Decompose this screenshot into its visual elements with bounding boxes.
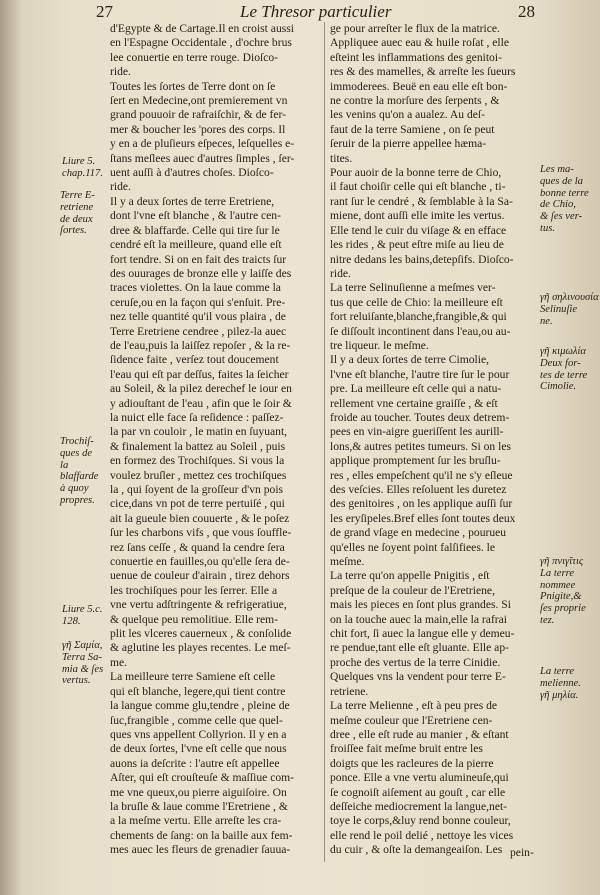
left-column-line: ſuc,frangible , comme celle que quel- [110,713,283,727]
left-column-line: d'Egypte & de Cartage.Il en croist aussi [110,22,294,35]
right-column-line: fort reluiſante,blanche,frangible,& qui [330,310,507,324]
right-column-line: Appliquee auec eau & huile roſat , elle [330,36,509,50]
page-header [0,2,600,24]
right-column-line: ride. [330,266,351,280]
left-column-line: Il y a deux ſortes de terre Eretriene, [110,194,275,208]
right-column-line: tites. [330,151,353,165]
left-column-line: l'eau qui eſt par deſſus, faites la ſeicher [110,367,289,381]
margin-note-line: nommee [540,579,576,591]
left-column-line: en formez des Trochiſques. Si vous la [110,454,285,468]
left-column-line: conuertie en fauilles,ou qu'elle ſera de- [110,555,290,569]
left-column-line: ques vns appellent Collyrion. Il y en a [110,727,287,741]
left-column-line: La meilleure terre Samiene eſt celle [110,670,276,684]
margin-note-line: La terre [540,666,575,677]
left-column-line: vne vertu adſtringente & refrigeratiue, [110,598,287,612]
right-column-line: La terre Melienne , eſt à peu pres de [330,699,498,713]
column-divider [324,22,325,862]
right-column-line: ponce. Elle a vne vertu alumineuſe,qui [330,771,509,785]
left-column-line: cice,dans vn pot de terre pertuiſé , qui [110,497,285,511]
right-column-line: froiſſee fait meſme bruit entre les [330,742,483,756]
margin-note-right-5 [540,666,581,701]
right-column-line: La terre qu'on appelle Pnigitis , eſt [330,569,490,583]
right-column-line: La terre Selinuſienne a meſmes ver- [330,281,496,295]
right-column-line: applique promptement ſur les bruſlu- [330,454,501,468]
right-column-line: l'vne eſt blanche, l'autre tire ſur le pour [330,367,510,381]
margin-note-right-4 [540,556,586,627]
right-column-line: ge pour arreſter le flux de la matrice. [330,22,500,35]
right-column-line: toye le corps,&luy rend bonne couleur, [330,814,511,828]
margin-note-line: Trochiſ- [60,436,94,447]
right-column-line: des genitoires , on les applique auſſi ſur [330,497,513,511]
left-column-line: ſur les charbons vifs , que vous ſouffle- [110,526,292,540]
page-number-left: 27 [96,2,113,21]
margin-note-line: γῆ Σαμία, [62,640,103,651]
left-column-line: y adiouſtant de l'eau , afin que le ſoir & [110,396,292,410]
running-title: Le Thresor particulier [240,2,392,21]
margin-note-line: Selinuſie [540,303,578,315]
right-column-line: dree , elle eſt rude au manier , & eſtant [330,727,509,741]
right-column-line: chit fort, ſi auec la langue elle y demeu- [330,627,515,641]
right-column-line: tus que celle de Chio: la meilleure eſt [330,295,503,309]
margin-note-line: 128. [62,615,81,627]
right-text-column [330,22,538,858]
margin-note-line: γῆ μηλία. [540,689,579,701]
right-column-line: proche des vertus de la terre Cinidie. [330,655,501,669]
left-text-column [110,22,322,858]
margin-note-line: ne. [540,315,553,327]
left-column-line: la langue comme glu,tendre , pleine de [110,699,290,713]
margin-note-left-5 [62,640,103,687]
margin-note-line: la [60,459,69,471]
left-column-line: fort tendre. Si on en fait des traicts ſur [110,252,287,266]
margin-note-line: γῆ σηλινουσία [540,292,599,303]
margin-note-left-2 [60,190,95,237]
right-column-line: res , elles empeſchent qu'il ne s'y eſleue [330,468,513,482]
right-column-line: ne contre la morſure des ſerpents , & [330,94,500,108]
left-column-line: auons ia deſcrite : l'autre eſt appellee [110,756,280,770]
left-column-line: ſtans meſlees auec d'autres ſimples , ſer- [110,151,295,165]
page-gutter-shadow [0,0,22,895]
margin-note-line: γῆ πνιγῖτις [540,556,584,567]
left-column-line: & quelque peu remolitiue. Elle rem- [110,612,279,626]
left-column-line: de l'eau,puis la laiſſez repoſer , & la re- [110,338,291,352]
left-column-line: de deux ſortes, l'vne eſt celle que nous [110,742,287,756]
left-column-line: dont l'vne eſt blanche , & l'autre cen- [110,209,281,223]
right-column-line: les rides , & peut eſtre miſe au lieu de [330,238,504,252]
margin-note-line: tez. [540,614,555,626]
left-column-line: y en a de pluſieurs eſpeces, leſquelles e- [110,137,295,151]
margin-note-line: Liure 5.c. [62,604,103,615]
left-column-line: Terre Eretriene cendree , pilez-la auec [110,324,287,338]
left-column-line: dree & blaffarde. Celle qui tire ſur le [110,223,280,237]
left-column-line: ſert en Medecine,ont premierement vn [110,94,288,108]
page-number-right: 28 [518,2,535,21]
right-column-line: re pendue,tant elle eſt gluante. Elle ap- [330,641,509,655]
right-column-line: miene, dont auſſi elle imite les vertus. [330,209,505,223]
right-column-line: des veſcies. Elles reſoluent les duretez [330,483,507,496]
right-column-line: tre liqueur. le meſme. [330,338,429,352]
left-column-line: uent auſſi à d'autres choſes. Dioſco- [110,166,274,180]
right-column-line: du cuir , & oſte la demangeaiſon. Les [330,843,503,857]
right-column-line: Quelques vns la vendent pour terre E- [330,670,506,684]
right-column-line: lons,& autres petites tumeurs. Si on les [330,439,511,453]
left-column-line: ride. [110,65,131,79]
left-column-line: Aſter, qui eſt crouſteuſe & maſſiue com- [110,771,295,785]
right-column-line: eſteint les inflammations des genitoi- [330,50,502,64]
margin-note-line: propres. [60,494,95,506]
left-column-line: les trochiſques pour les ſerrer. Elle a [110,583,278,597]
left-column-line: traces violettes. On la laue comme la [110,281,281,295]
right-column-line: ſe diſſoult incontinent dans l'eau,ou au- [330,324,511,338]
left-column-line: ait la gueule bien couuerte , & le poſez [110,511,290,525]
left-column-line: mes auec les fleurs de grenadier ſauua- [110,843,291,857]
right-column-line: il faut choiſir celle qui eſt blanche , ti- [330,180,506,194]
margin-note-line: de deux [60,213,93,225]
margin-note-line: Les ma- [540,164,574,175]
left-column-line: a la meſme vertu. Elle arreſte les cra- [110,814,282,828]
right-column-line: pees en vin-aigre gueriſſent les aurill- [330,425,504,439]
catchword: pein- [510,846,534,859]
left-column-line: nez telle quantité qu'il vous plaira , de [110,310,286,324]
right-column-line: rant ſur le cendré , & ſemblable à la Sa- [330,194,513,208]
left-column-line: en l'Espagne Occidentale , d'ochre brus [110,36,292,50]
left-column-line: voulez bruſler , mettez ces trochiſques [110,468,287,482]
left-column-line: me. [110,655,128,669]
margin-note-right-1 [540,164,589,235]
right-column-line: rellement vne certaine graiſſe , & eſt [330,396,498,410]
margin-note-line: à quoy [60,483,89,495]
margin-note-left-1 [62,156,103,180]
margin-note-line: melienne. [540,677,581,689]
right-column-line: immoderees. Beuë en eau elle eſt bon- [330,79,508,93]
margin-note-left-3 [60,436,98,507]
right-column-line: qu'elles ne ſoyent point falſifiees. le [330,540,495,554]
right-column-line: res & des mamelles, & arreſte les ſueurs [330,65,516,79]
left-column-line: Toutes les ſortes de Terre dont on ſe [110,79,276,93]
right-column-line: nitre dedans les bains,detерſifs. Dioſco- [330,252,514,266]
right-column-line: Pour auoir de la bonne terre de Chio, [330,166,502,180]
right-column-line: les venins qu'on a aualez. Au deſ- [330,108,486,122]
left-column-line: la par vn couloir , le matin en ſuyuant, [110,425,288,439]
left-column-line: me vne queux,ou pierre aiguiſoire. On [110,785,287,799]
margin-note-line: Deux for- [540,357,581,369]
left-column-line: ſidence faite , verſez tout doucement [110,353,279,367]
left-column-line: uenue de couleur d'airain , tirez dehors [110,569,290,583]
right-column-line: Il y a deux ſortes de terre Cimolie, [330,353,490,367]
margin-note-line: tes de terre [540,369,588,381]
right-column-line: de grand vſage en medecine , pourueu [330,526,507,540]
left-column-line: & finalement la battez au Soleil , puis [110,439,286,453]
right-column-line: froide au toucher. Toutes deux detrem- [330,410,510,424]
margin-note-line: ſes proprie [540,603,586,615]
margin-note-line: de Chio, [540,199,576,211]
left-column-line: ceruſe,ou en la façon qui s'enſuit. Pre- [110,295,286,309]
left-column-line: plit les vlceres cauerneux , & conſolide [110,627,292,641]
margin-note-left-4 [62,604,103,628]
margin-note-line: tus. [540,222,556,234]
left-column-line: qui eſt blanche, legere,qui tient contre [110,684,286,698]
margin-note-line: La terre [540,567,575,579]
right-column-line: deſſeiche mediocrement la langue,net- [330,799,508,813]
right-column-line: mais les pieces en ſont plus grandes. Si [330,598,511,612]
right-column-line: ſe cognoiſt aiſement au gouſt , car elle [330,785,506,799]
right-column-line: ſeruir de la pierre appellee hæma- [330,137,487,151]
left-column-line: lee conuertie en terre rouge. Dioſco- [110,50,279,64]
left-column-line: des ouurages de bronze elle y laiſſe des [110,266,292,280]
right-column-line: Elle tend le cuir du viſage & en efface [330,223,507,237]
right-column-line: preſque de la couleur de l'Eretriene, [330,583,495,597]
right-column-line: doigts que les racleures de la pierre [330,756,494,770]
margin-note-line: mia & ſes [62,663,104,675]
margin-note-line: Liure 5. [62,156,96,167]
right-column-line: les eryſipeles.Bref elles ſont toutes deux [330,511,516,525]
right-column-line: elle rend le poil delié , nettoye les vices [330,828,514,842]
right-column-line: faut de la terre Samiene , on ſe peut [330,122,495,136]
right-column-line: pre. La meilleure eſt celle qui a natu- [330,382,502,396]
right-column-line: meſme couleur que l'Eretriene cen- [330,713,493,727]
right-column-line: retriene. [330,684,369,698]
margin-note-line: vertus. [62,675,91,687]
margin-note-right-3 [540,346,587,393]
margin-note-line: chap.117. [62,167,103,179]
left-column-line: la bruſle & laue comme l'Eretriene , & [110,799,288,813]
left-column-line: grand pouuoir de rafraiſchir, & de fer- [110,108,287,122]
margin-note-line: blaffarde [60,471,99,483]
margin-note-line: & ſes ver- [540,211,583,223]
left-column-line: rez ſans ceſſe , & quand la cendre ſera [110,540,285,554]
margin-note-right-2 [540,292,599,327]
left-column-line: la nuict elle face ſa reſidence : paſſez- [110,410,284,424]
margin-note-line: retriene [60,201,94,213]
margin-note-line: Cimolie. [540,381,577,393]
left-column-line: au Soleil, & la pilez derechef le iour en [110,382,292,396]
left-column-line: cendré eſt la meilleure, quand elle eſt [110,238,282,252]
margin-note-line: ſortes. [60,225,87,237]
margin-note-line: Pnigite,& [540,591,582,603]
margin-note-line: γῆ κιμωλία [540,346,586,357]
left-column-line: ride. [110,180,131,194]
right-column-line: meſme. [330,555,365,569]
right-column-line: on la touche auec la main,elle la rafrai [330,612,508,626]
margin-note-line: ques de la [540,175,583,187]
margin-note-line: Terra Sa- [62,651,102,663]
left-column-line: la , qui ſoyent de la groſſeur d'vn pois [110,483,284,496]
left-column-line: & aglutine les playes recentes. Le meſ- [110,641,291,655]
margin-note-line: Terre E- [60,190,95,201]
margin-note-line: bonne terre [540,187,589,199]
left-column-line: chements de ſang: on la baille aux fem- [110,828,293,842]
left-column-line: mer & boucher les 'pores des corps. Il [110,122,286,136]
margin-note-line: ques de [60,447,93,459]
